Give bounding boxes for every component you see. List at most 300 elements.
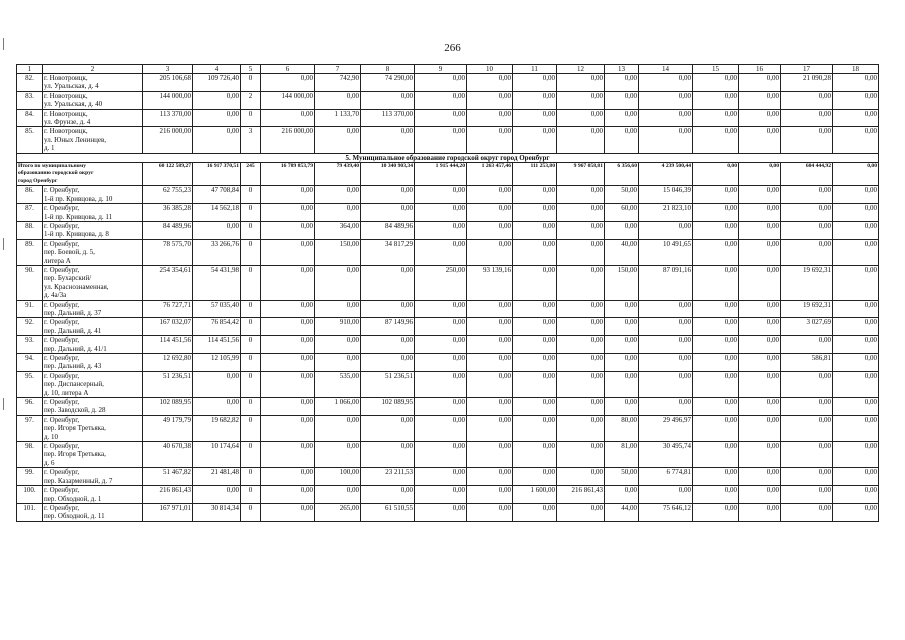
address-cell: г. Оренбург, пер. Боевой, д. 5, литера А — [43, 239, 143, 265]
value-cell: 0,00 — [739, 354, 781, 372]
value-cell: 74 290,00 — [361, 74, 415, 92]
total-label: Итого по муниципальному образованию городской округ город Оренбург — [17, 163, 143, 186]
value-cell: 0,00 — [361, 442, 415, 468]
row-number: 94. — [17, 354, 43, 372]
value-cell: 0,00 — [557, 109, 605, 127]
column-number: 6 — [261, 65, 315, 74]
value-cell: 0,00 — [415, 91, 467, 109]
value-cell: 0,00 — [513, 371, 557, 397]
value-cell: 36 385,28 — [143, 204, 193, 222]
value-cell: 0,00 — [361, 265, 415, 300]
row-number: 101. — [17, 503, 43, 521]
table-row — [17, 442, 879, 468]
column-number: 9 — [415, 65, 467, 74]
row-number: 96. — [17, 398, 43, 416]
value-cell: 0,00 — [361, 486, 415, 504]
value-cell: 0,00 — [781, 109, 833, 127]
column-number: 10 — [467, 65, 513, 74]
address-cell: г. Оренбург, пер. Дальний, д. 41 — [43, 318, 143, 336]
table-row — [17, 127, 879, 153]
value-cell: 84 489,96 — [143, 221, 193, 239]
table-row — [17, 503, 879, 521]
value-cell: 30 495,74 — [639, 442, 693, 468]
value-cell: 0 — [241, 503, 261, 521]
value-cell: 12 105,99 — [193, 354, 241, 372]
value-cell: 0,00 — [833, 468, 879, 486]
value-cell: 0,00 — [513, 186, 557, 204]
value-cell: 0,00 — [193, 91, 241, 109]
value-cell: 0,00 — [261, 318, 315, 336]
value-cell: 0,00 — [361, 336, 415, 354]
value-cell: 0,00 — [639, 109, 693, 127]
value-cell: 0,00 — [467, 503, 513, 521]
value-cell: 0,00 — [261, 468, 315, 486]
value-cell: 0,00 — [315, 186, 361, 204]
value-cell: 0,00 — [315, 127, 361, 153]
value-cell: 0,00 — [639, 221, 693, 239]
value-cell: 0,00 — [833, 354, 879, 372]
value-cell: 62 755,23 — [143, 186, 193, 204]
value-cell: 0,00 — [833, 486, 879, 504]
value-cell: 0,00 — [415, 398, 467, 416]
address-cell: г. Оренбург, 1-й пр. Кривцова, д. 10 — [43, 186, 143, 204]
value-cell: 0,00 — [693, 186, 739, 204]
value-cell: 0,00 — [739, 486, 781, 504]
value-cell: 87 091,16 — [639, 265, 693, 300]
column-number: 14 — [639, 65, 693, 74]
value-cell: 0,00 — [467, 91, 513, 109]
value-cell: 0,00 — [467, 468, 513, 486]
value-cell: 0,00 — [605, 221, 639, 239]
table-row — [17, 468, 879, 486]
table-row — [17, 239, 879, 265]
value-cell: 0,00 — [467, 318, 513, 336]
value-cell: 0,00 — [693, 398, 739, 416]
value-cell: 0,00 — [693, 503, 739, 521]
value-cell: 0,00 — [781, 221, 833, 239]
value-cell: 0,00 — [781, 91, 833, 109]
value-cell: 0,00 — [467, 239, 513, 265]
address-cell: г. Оренбург, пер. Дальний, д. 37 — [43, 300, 143, 318]
value-cell: 0,00 — [693, 300, 739, 318]
value-cell: 0,00 — [739, 318, 781, 336]
value-cell: 0 — [241, 398, 261, 416]
value-cell: 0,00 — [739, 221, 781, 239]
value-cell: 0,00 — [261, 186, 315, 204]
total-value: 60 122 589,27 — [143, 163, 193, 186]
value-cell: 0,00 — [739, 398, 781, 416]
value-cell: 0,00 — [361, 127, 415, 153]
address-cell: г. Оренбург, пер. Заводской, д. 28 — [43, 398, 143, 416]
value-cell: 0,00 — [833, 300, 879, 318]
value-cell: 0,00 — [361, 415, 415, 441]
row-number: 90. — [17, 265, 43, 300]
value-cell: 0,00 — [781, 127, 833, 153]
value-cell: 19 692,31 — [781, 300, 833, 318]
value-cell: 0,00 — [781, 336, 833, 354]
value-cell: 0,00 — [739, 204, 781, 222]
value-cell: 0,00 — [415, 371, 467, 397]
value-cell: 0,00 — [513, 74, 557, 92]
value-cell: 0,00 — [693, 91, 739, 109]
address-cell: г. Новотроицк, ул. Уральская, д. 40 — [43, 91, 143, 109]
value-cell: 54 431,98 — [193, 265, 241, 300]
value-cell: 0,00 — [467, 127, 513, 153]
page-number: 266 — [444, 42, 461, 54]
value-cell: 0,00 — [781, 415, 833, 441]
column-number: 3 — [143, 65, 193, 74]
table-row — [17, 204, 879, 222]
value-cell: 102 089,95 — [143, 398, 193, 416]
value-cell: 0 — [241, 468, 261, 486]
value-cell: 0,00 — [415, 336, 467, 354]
value-cell: 61 510,55 — [361, 503, 415, 521]
value-cell: 0,00 — [833, 74, 879, 92]
value-cell: 167 032,07 — [143, 318, 193, 336]
value-cell: 0,00 — [639, 336, 693, 354]
value-cell: 0,00 — [739, 336, 781, 354]
value-cell: 0,00 — [693, 442, 739, 468]
total-row — [17, 163, 879, 186]
value-cell: 0 — [241, 221, 261, 239]
row-number: 95. — [17, 371, 43, 397]
value-cell: 0,00 — [605, 91, 639, 109]
value-cell: 0 — [241, 186, 261, 204]
row-number: 99. — [17, 468, 43, 486]
address-cell: г. Оренбург, пер. Игоря Третьяка, д. 6 — [43, 442, 143, 468]
value-cell: 0,00 — [739, 371, 781, 397]
row-number: 89. — [17, 239, 43, 265]
row-number: 88. — [17, 221, 43, 239]
value-cell: 0,00 — [557, 503, 605, 521]
value-cell: 51 236,51 — [143, 371, 193, 397]
value-cell: 0,00 — [361, 300, 415, 318]
total-value: 16 917 370,51 — [193, 163, 241, 186]
row-number: 100. — [17, 486, 43, 504]
column-number: 17 — [781, 65, 833, 74]
column-number: 8 — [361, 65, 415, 74]
total-value: 4 239 500,44 — [639, 163, 693, 186]
value-cell: 100,00 — [315, 468, 361, 486]
value-cell: 0,00 — [639, 486, 693, 504]
value-cell: 0,00 — [833, 127, 879, 153]
value-cell: 0,00 — [557, 204, 605, 222]
row-number: 84. — [17, 109, 43, 127]
value-cell: 0,00 — [833, 265, 879, 300]
value-cell: 0,00 — [693, 415, 739, 441]
value-cell: 0 — [241, 371, 261, 397]
value-cell: 0,00 — [193, 398, 241, 416]
value-cell: 0,00 — [361, 91, 415, 109]
scan-edge-mark — [3, 398, 4, 410]
value-cell: 0,00 — [467, 204, 513, 222]
total-value: 0,00 — [833, 163, 879, 186]
value-cell: 0,00 — [605, 354, 639, 372]
total-value: 1 915 444,20 — [415, 163, 467, 186]
register-table — [16, 64, 879, 522]
value-cell: 0 — [241, 415, 261, 441]
value-cell: 0,00 — [513, 265, 557, 300]
value-cell: 0,00 — [693, 221, 739, 239]
table-row — [17, 300, 879, 318]
column-number: 13 — [605, 65, 639, 74]
value-cell: 0 — [241, 265, 261, 300]
total-value: 9 967 058,81 — [557, 163, 605, 186]
value-cell: 0,00 — [261, 239, 315, 265]
value-cell: 0,00 — [467, 415, 513, 441]
total-value: 0,00 — [693, 163, 739, 186]
value-cell: 57 035,40 — [193, 300, 241, 318]
value-cell: 0,00 — [261, 221, 315, 239]
value-cell: 0,00 — [261, 74, 315, 92]
value-cell: 0,00 — [693, 336, 739, 354]
value-cell: 0,00 — [605, 398, 639, 416]
value-cell: 0,00 — [315, 442, 361, 468]
value-cell: 0,00 — [467, 221, 513, 239]
value-cell: 216 861,43 — [143, 486, 193, 504]
table-row — [17, 74, 879, 92]
value-cell: 0,00 — [781, 503, 833, 521]
table-row — [17, 318, 879, 336]
value-cell: 0,00 — [467, 371, 513, 397]
value-cell: 0,00 — [557, 186, 605, 204]
table-row — [17, 91, 879, 109]
column-number: 11 — [513, 65, 557, 74]
value-cell: 0,00 — [605, 336, 639, 354]
value-cell: 0,00 — [467, 442, 513, 468]
value-cell: 6 774,81 — [639, 468, 693, 486]
table-row — [17, 415, 879, 441]
value-cell: 0,00 — [833, 204, 879, 222]
value-cell: 0,00 — [833, 398, 879, 416]
value-cell: 0,00 — [513, 204, 557, 222]
value-cell: 0,00 — [415, 415, 467, 441]
value-cell: 0,00 — [739, 442, 781, 468]
value-cell: 87 149,96 — [361, 318, 415, 336]
total-value: 79 439,40 — [315, 163, 361, 186]
value-cell: 0,00 — [557, 371, 605, 397]
value-cell: 0,00 — [833, 415, 879, 441]
value-cell: 0,00 — [739, 91, 781, 109]
value-cell: 254 354,61 — [143, 265, 193, 300]
value-cell: 0,00 — [415, 354, 467, 372]
column-number-row — [17, 65, 879, 74]
address-cell: г. Новотроицк, ул. Уральская, д. 4 — [43, 74, 143, 92]
value-cell: 21 481,48 — [193, 468, 241, 486]
value-cell: 10 174,64 — [193, 442, 241, 468]
value-cell: 51 467,82 — [143, 468, 193, 486]
value-cell: 364,00 — [315, 221, 361, 239]
value-cell: 0,00 — [415, 109, 467, 127]
value-cell: 0,00 — [361, 204, 415, 222]
value-cell: 0,00 — [557, 91, 605, 109]
table-row — [17, 371, 879, 397]
value-cell: 0,00 — [739, 109, 781, 127]
address-cell: г. Оренбург, пер. Диспансерный, д. 10, литера А — [43, 371, 143, 397]
row-number: 93. — [17, 336, 43, 354]
value-cell: 21 823,10 — [639, 204, 693, 222]
address-cell: г. Оренбург, пер. Дальний, д. 41/1 — [43, 336, 143, 354]
value-cell: 910,00 — [315, 318, 361, 336]
value-cell: 30 814,34 — [193, 503, 241, 521]
value-cell: 0,00 — [693, 239, 739, 265]
value-cell: 0 — [241, 239, 261, 265]
value-cell: 0,00 — [833, 503, 879, 521]
row-number: 86. — [17, 186, 43, 204]
value-cell: 0,00 — [415, 239, 467, 265]
value-cell: 150,00 — [605, 265, 639, 300]
address-cell: г. Новотроицк, ул. Фрунзе, д. 4 — [43, 109, 143, 127]
value-cell: 0,00 — [261, 371, 315, 397]
value-cell: 0,00 — [781, 186, 833, 204]
value-cell: 0,00 — [833, 371, 879, 397]
value-cell: 0,00 — [781, 239, 833, 265]
value-cell: 0,00 — [467, 300, 513, 318]
value-cell: 0,00 — [261, 503, 315, 521]
row-number: 85. — [17, 127, 43, 153]
value-cell: 0,00 — [557, 127, 605, 153]
total-value: 0,00 — [739, 163, 781, 186]
value-cell: 0,00 — [693, 109, 739, 127]
value-cell: 0,00 — [639, 371, 693, 397]
value-cell: 0,00 — [557, 354, 605, 372]
address-cell: г. Оренбург, 1-й пр. Кривцова, д. 8 — [43, 221, 143, 239]
table-row — [17, 109, 879, 127]
row-number: 82. — [17, 74, 43, 92]
column-number: 4 — [193, 65, 241, 74]
value-cell: 0,00 — [415, 300, 467, 318]
value-cell: 1 600,00 — [513, 486, 557, 504]
value-cell: 0,00 — [513, 398, 557, 416]
value-cell: 0,00 — [833, 442, 879, 468]
value-cell: 76 727,71 — [143, 300, 193, 318]
row-number: 97. — [17, 415, 43, 441]
value-cell: 216 000,00 — [261, 127, 315, 153]
value-cell: 0,00 — [739, 503, 781, 521]
value-cell: 0,00 — [693, 74, 739, 92]
value-cell: 0,00 — [261, 486, 315, 504]
scan-edge-mark — [3, 238, 4, 250]
value-cell: 216 861,43 — [557, 486, 605, 504]
value-cell: 0,00 — [261, 265, 315, 300]
total-value: 10 340 903,34 — [361, 163, 415, 186]
value-cell: 0,00 — [833, 318, 879, 336]
value-cell: 0,00 — [513, 91, 557, 109]
value-cell: 0,00 — [261, 415, 315, 441]
total-value: 6 356,60 — [605, 163, 639, 186]
value-cell: 0,00 — [513, 503, 557, 521]
value-cell: 0,00 — [833, 186, 879, 204]
value-cell: 2 — [241, 91, 261, 109]
value-cell: 0,00 — [415, 186, 467, 204]
value-cell: 0,00 — [557, 221, 605, 239]
column-number: 7 — [315, 65, 361, 74]
value-cell: 0,00 — [193, 221, 241, 239]
value-cell: 0,00 — [739, 186, 781, 204]
value-cell: 265,00 — [315, 503, 361, 521]
column-number: 1 — [17, 65, 43, 74]
value-cell: 0,00 — [361, 186, 415, 204]
value-cell: 0,00 — [781, 486, 833, 504]
address-cell: г. Оренбург, пер. Казарменный, д. 7 — [43, 468, 143, 486]
value-cell: 80,00 — [605, 415, 639, 441]
value-cell: 0,00 — [605, 300, 639, 318]
value-cell: 0 — [241, 318, 261, 336]
value-cell: 0,00 — [739, 415, 781, 441]
value-cell: 0,00 — [693, 354, 739, 372]
address-cell: г. Оренбург, 1-й пр. Кривцова, д. 11 — [43, 204, 143, 222]
value-cell: 0,00 — [315, 300, 361, 318]
value-cell: 0,00 — [781, 468, 833, 486]
value-cell: 0,00 — [781, 204, 833, 222]
row-number: 83. — [17, 91, 43, 109]
value-cell: 33 266,76 — [193, 239, 241, 265]
value-cell: 150,00 — [315, 239, 361, 265]
value-cell: 19 692,31 — [781, 265, 833, 300]
value-cell: 0,00 — [693, 265, 739, 300]
value-cell: 0,00 — [739, 300, 781, 318]
value-cell: 144 000,00 — [261, 91, 315, 109]
total-value: 604 444,92 — [781, 163, 833, 186]
value-cell: 0,00 — [315, 486, 361, 504]
value-cell: 0,00 — [193, 371, 241, 397]
value-cell: 102 089,95 — [361, 398, 415, 416]
table-row — [17, 398, 879, 416]
value-cell: 0,00 — [557, 415, 605, 441]
value-cell: 0,00 — [513, 127, 557, 153]
value-cell: 0,00 — [415, 74, 467, 92]
value-cell: 0,00 — [315, 415, 361, 441]
value-cell: 0,00 — [557, 398, 605, 416]
row-number: 91. — [17, 300, 43, 318]
value-cell: 0,00 — [315, 354, 361, 372]
table-row — [17, 265, 879, 300]
value-cell: 75 646,12 — [639, 503, 693, 521]
value-cell: 0,00 — [605, 371, 639, 397]
row-number: 98. — [17, 442, 43, 468]
value-cell: 0,00 — [261, 336, 315, 354]
value-cell: 0,00 — [315, 265, 361, 300]
value-cell: 0,00 — [467, 109, 513, 127]
value-cell: 0,00 — [557, 468, 605, 486]
value-cell: 0,00 — [833, 239, 879, 265]
total-value: 245 — [241, 163, 261, 186]
value-cell: 0,00 — [415, 204, 467, 222]
row-number: 87. — [17, 204, 43, 222]
table-row — [17, 186, 879, 204]
value-cell: 50,00 — [605, 186, 639, 204]
value-cell: 0,00 — [739, 239, 781, 265]
value-cell: 0,00 — [467, 74, 513, 92]
value-cell: 0,00 — [557, 300, 605, 318]
value-cell: 0,00 — [605, 74, 639, 92]
value-cell: 0,00 — [557, 74, 605, 92]
value-cell: 0,00 — [557, 318, 605, 336]
value-cell: 0,00 — [833, 91, 879, 109]
value-cell: 113 370,00 — [143, 109, 193, 127]
table-row — [17, 354, 879, 372]
value-cell: 0,00 — [833, 221, 879, 239]
value-cell: 535,00 — [315, 371, 361, 397]
value-cell: 50,00 — [605, 468, 639, 486]
column-number: 15 — [693, 65, 739, 74]
total-value: 1 263 457,46 — [467, 163, 513, 186]
value-cell: 0,00 — [415, 442, 467, 468]
value-cell: 742,90 — [315, 74, 361, 92]
value-cell: 0,00 — [639, 300, 693, 318]
value-cell: 0,00 — [193, 127, 241, 153]
value-cell: 0,00 — [693, 127, 739, 153]
